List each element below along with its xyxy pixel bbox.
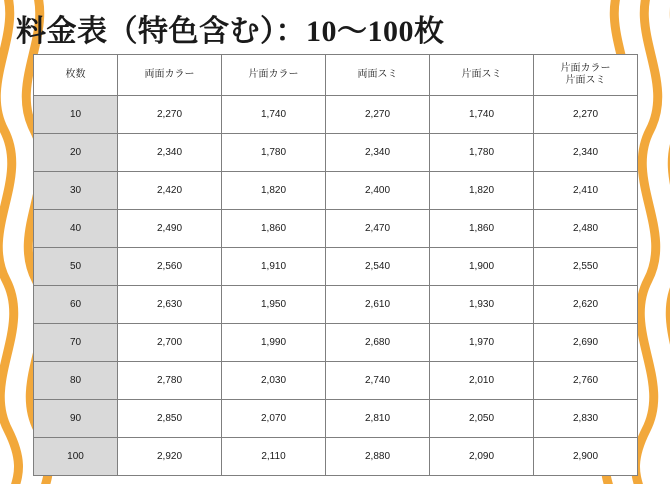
cell-price: 2,340: [118, 134, 222, 172]
cell-price: 1,780: [222, 134, 326, 172]
column-header-line1: 片面カラー: [560, 62, 611, 74]
cell-price: 2,900: [534, 438, 638, 476]
cell-price: 2,270: [534, 96, 638, 134]
cell-price: 2,270: [118, 96, 222, 134]
cell-price: 1,930: [430, 286, 534, 324]
column-header-color-front-black-back: [534, 55, 638, 96]
table-row: [34, 96, 638, 134]
cell-price: 2,480: [534, 210, 638, 248]
cell-price: 2,340: [326, 134, 430, 172]
page-title: 料金表（特色含む）：10〜100枚: [16, 15, 445, 48]
cell-quantity: 60: [34, 286, 118, 324]
cell-price: 1,740: [430, 96, 534, 134]
table-row: [34, 400, 638, 438]
cell-price: 1,860: [430, 210, 534, 248]
cell-quantity: 10: [34, 96, 118, 134]
table-row: [34, 286, 638, 324]
cell-price: 1,860: [222, 210, 326, 248]
cell-price: 2,740: [326, 362, 430, 400]
cell-quantity: 30: [34, 172, 118, 210]
cell-quantity: 90: [34, 400, 118, 438]
cell-price: 2,340: [534, 134, 638, 172]
cell-price: 2,850: [118, 400, 222, 438]
cell-price: 1,740: [222, 96, 326, 134]
table-row: [34, 324, 638, 362]
cell-price: 2,610: [326, 286, 430, 324]
cell-price: 2,030: [222, 362, 326, 400]
cell-price: 2,630: [118, 286, 222, 324]
price-table: [33, 54, 638, 476]
table-header-row: [34, 55, 638, 96]
table-row: [34, 438, 638, 476]
cell-price: 2,700: [118, 324, 222, 362]
cell-quantity: 40: [34, 210, 118, 248]
cell-price: 2,550: [534, 248, 638, 286]
cell-price: 2,880: [326, 438, 430, 476]
table-row: [34, 362, 638, 400]
cell-quantity: 100: [34, 438, 118, 476]
cell-price: 2,540: [326, 248, 430, 286]
cell-price: 2,090: [430, 438, 534, 476]
cell-price: 1,900: [430, 248, 534, 286]
cell-price: 2,920: [118, 438, 222, 476]
cell-price: 1,950: [222, 286, 326, 324]
cell-price: 2,680: [326, 324, 430, 362]
cell-price: 1,970: [430, 324, 534, 362]
cell-price: 2,690: [534, 324, 638, 362]
cell-price: 2,760: [534, 362, 638, 400]
column-header-duplex-color: 両面カラー: [118, 55, 222, 96]
column-header-simplex-black: 片面スミ: [430, 55, 534, 96]
table-row: [34, 248, 638, 286]
column-header-quantity: 枚数: [34, 55, 118, 96]
cell-price: 2,420: [118, 172, 222, 210]
column-header-line2: 片面スミ: [565, 75, 606, 86]
cell-price: 2,110: [222, 438, 326, 476]
cell-price: 2,560: [118, 248, 222, 286]
table-row: [34, 210, 638, 248]
cell-price: 2,830: [534, 400, 638, 438]
cell-price: 2,270: [326, 96, 430, 134]
cell-price: 2,400: [326, 172, 430, 210]
cell-price: 2,410: [534, 172, 638, 210]
cell-price: 1,990: [222, 324, 326, 362]
cell-price: 2,780: [118, 362, 222, 400]
table-row: [34, 172, 638, 210]
cell-quantity: 70: [34, 324, 118, 362]
cell-price: 2,490: [118, 210, 222, 248]
cell-price: 2,010: [430, 362, 534, 400]
column-header-simplex-color: 片面カラー: [222, 55, 326, 96]
cell-price: 1,780: [430, 134, 534, 172]
price-table-container: [33, 54, 637, 476]
cell-price: 1,910: [222, 248, 326, 286]
column-header-duplex-black: 両面スミ: [326, 55, 430, 96]
cell-price: 2,070: [222, 400, 326, 438]
cell-quantity: 50: [34, 248, 118, 286]
cell-price: 2,050: [430, 400, 534, 438]
cell-quantity: 20: [34, 134, 118, 172]
cell-price: 1,820: [222, 172, 326, 210]
cell-price: 2,470: [326, 210, 430, 248]
cell-quantity: 80: [34, 362, 118, 400]
cell-price: 2,620: [534, 286, 638, 324]
cell-price: 1,820: [430, 172, 534, 210]
cell-price: 2,810: [326, 400, 430, 438]
table-row: [34, 134, 638, 172]
